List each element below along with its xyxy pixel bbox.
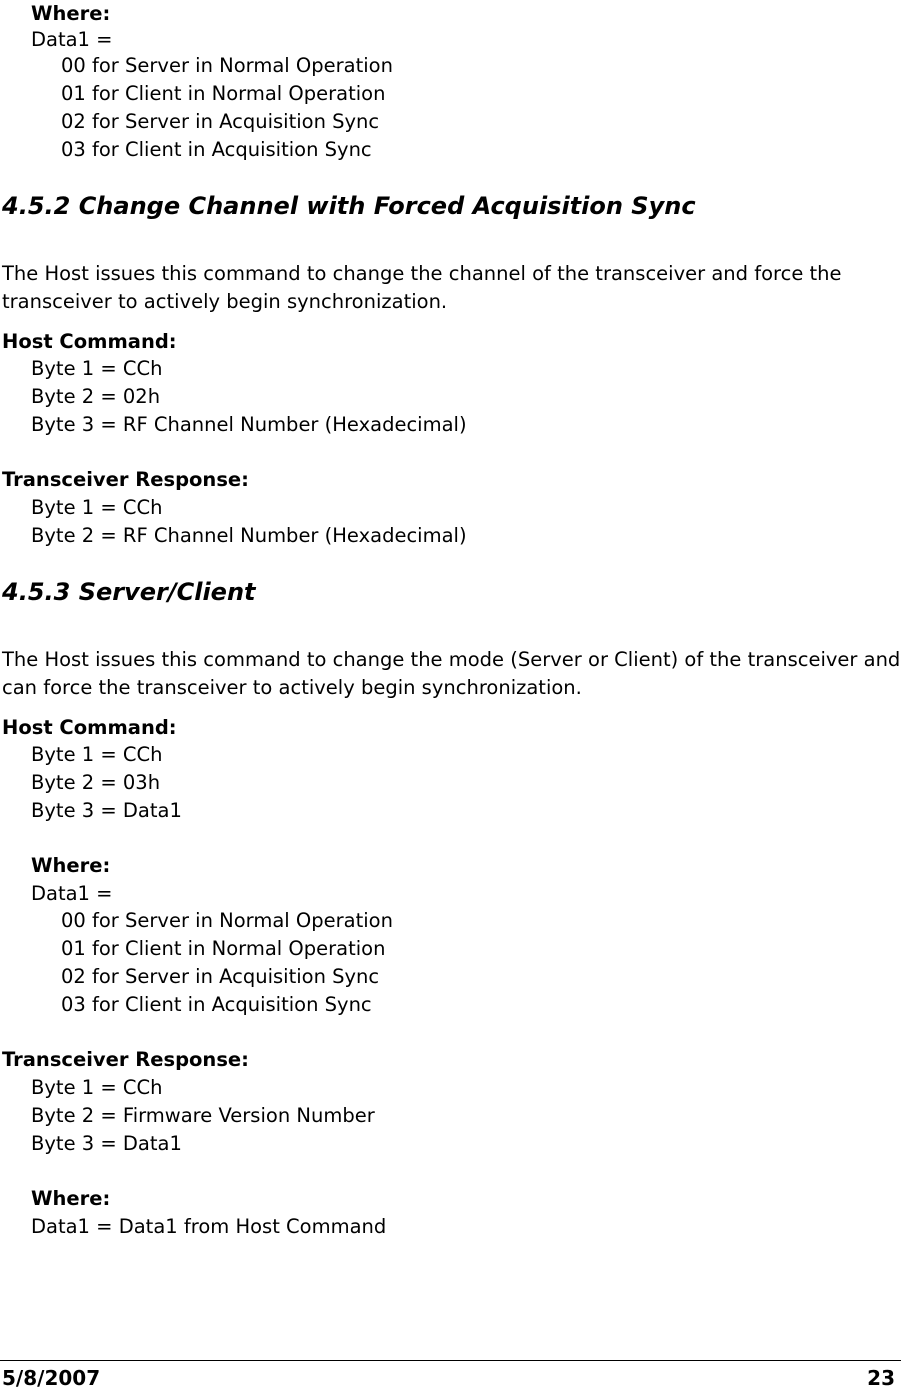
- description-line: The Host issues this command to change the mode (Server or Client) of the transceiver and: [2, 648, 901, 671]
- option-line: 00 for Server in Normal Operation: [61, 54, 393, 77]
- transceiver-response-label: Transceiver Response:: [2, 1048, 249, 1071]
- section-heading-4-5-2: 4.5.2 Change Channel with Forced Acquisition Sync: [2, 192, 696, 220]
- byte-line: Byte 2 = 02h: [31, 385, 161, 408]
- footer-divider: [0, 1360, 901, 1361]
- transceiver-response-label: Transceiver Response:: [2, 468, 249, 491]
- option-line: 03 for Client in Acquisition Sync: [61, 993, 372, 1016]
- data1-line: Data1 =: [31, 28, 113, 51]
- byte-line: Byte 1 = CCh: [31, 496, 163, 519]
- byte-line: Byte 3 = Data1: [31, 1132, 182, 1155]
- where-label: Where:: [31, 1187, 111, 1210]
- byte-line: Byte 1 = CCh: [31, 1076, 163, 1099]
- where-label: Where:: [31, 854, 111, 877]
- byte-line: Byte 1 = CCh: [31, 357, 163, 380]
- byte-line: Byte 2 = RF Channel Number (Hexadecimal): [31, 524, 467, 547]
- option-line: 01 for Client in Normal Operation: [61, 82, 386, 105]
- data1-line: Data1 =: [31, 882, 113, 905]
- host-command-label: Host Command:: [2, 716, 177, 739]
- section-heading-4-5-3: 4.5.3 Server/Client: [2, 578, 256, 606]
- byte-line: Byte 2 = Firmware Version Number: [31, 1104, 375, 1127]
- option-line: 02 for Server in Acquisition Sync: [61, 110, 380, 133]
- byte-line: Byte 1 = CCh: [31, 743, 163, 766]
- data1-line: Data1 = Data1 from Host Command: [31, 1215, 387, 1238]
- host-command-label: Host Command:: [2, 330, 177, 353]
- footer-date: 5/8/2007: [2, 1366, 101, 1390]
- where-label: Where:: [31, 2, 111, 25]
- option-line: 01 for Client in Normal Operation: [61, 937, 386, 960]
- option-line: 02 for Server in Acquisition Sync: [61, 965, 380, 988]
- option-line: 00 for Server in Normal Operation: [61, 909, 393, 932]
- page-number: 23: [867, 1366, 895, 1390]
- byte-line: Byte 2 = 03h: [31, 771, 161, 794]
- byte-line: Byte 3 = Data1: [31, 799, 182, 822]
- description-line: The Host issues this command to change the channel of the transceiver and force the: [2, 262, 842, 285]
- byte-line: Byte 3 = RF Channel Number (Hexadecimal): [31, 413, 467, 436]
- description-line: can force the transceiver to actively begin synchronization.: [2, 676, 582, 699]
- option-line: 03 for Client in Acquisition Sync: [61, 138, 372, 161]
- description-line: transceiver to actively begin synchronization.: [2, 290, 448, 313]
